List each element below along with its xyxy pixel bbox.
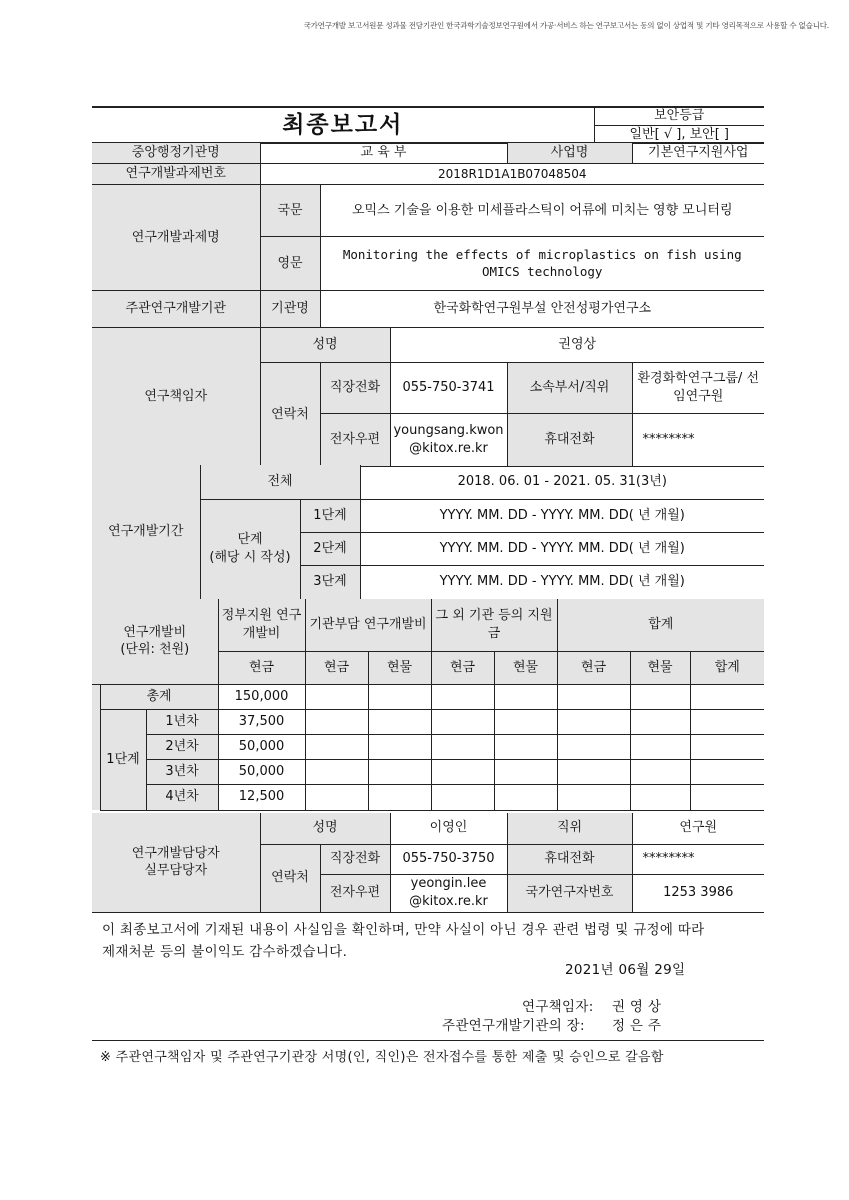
budget-cell (557, 759, 630, 784)
project-title-label: 연구개발과제명 (92, 185, 260, 291)
budget-cell (305, 759, 368, 784)
budget-cell (557, 784, 630, 810)
budget-margin (92, 684, 100, 810)
staff-contact-label: 연락처 (260, 844, 320, 912)
budget-cell (431, 759, 494, 784)
budget-cell (494, 684, 557, 709)
project-no-label: 연구개발과제번호 (92, 164, 260, 185)
stage-1-label: 1단계 (300, 499, 360, 532)
budget-cell (305, 684, 368, 709)
staff-email-label: 전자우편 (320, 874, 390, 912)
budget-col-inst: 기관부담 연구개발비 (305, 599, 431, 651)
budget-cell (690, 784, 764, 810)
budget-cell (368, 784, 431, 810)
budget-cell (690, 709, 764, 734)
pi-name-value: 권영상 (390, 328, 764, 363)
year-3-value: 50,000 (218, 759, 305, 784)
stage-3-value: YYYY. MM. DD - YYYY. MM. DD( 년 개월) (360, 565, 764, 599)
program-value: 기본연구지원사업 (632, 143, 764, 164)
pi-email-label: 전자우편 (320, 414, 390, 467)
period-stage-label (200, 499, 300, 599)
title-ko-label: 국문 (260, 185, 320, 237)
budget-col-other: 그 외 기관 등의 지원금 (431, 599, 557, 651)
budget-total-value: 150,000 (218, 684, 305, 709)
pi-contact-label: 연락처 (260, 363, 320, 467)
inst-cash-header: 현금 (305, 651, 368, 684)
institution-label: 주관연구개발기관 (92, 291, 260, 328)
budget-cell (630, 784, 690, 810)
staff-email-value: yeongin.lee @kitox.re.kr (390, 874, 507, 912)
title-en-value: Monitoring the effects of microplastics on fish using OMICS technology (320, 237, 764, 291)
pi-mobile-label: 휴대전화 (507, 414, 632, 467)
staff-researcher-no-label: 국가연구자번호 (507, 874, 632, 912)
budget-total-label: 총계 (100, 684, 218, 709)
security-grade-label: 보안등급 (594, 107, 764, 125)
usage-notice: 국가연구개발 보고서원문 성과물 전담기관인 한국과학기술정보연구원에서 가공·서비스 하는 연구보고서는 동의 없이 상업적 및 기타 영리목적으로 사용할 수 없습니다. (303, 21, 829, 30)
budget-cell (557, 684, 630, 709)
staff-name-value: 이영인 (390, 813, 507, 844)
staff-researcher-no-value: 1253 3986 (632, 874, 764, 912)
budget-cell (431, 684, 494, 709)
pi-dept-label: 소속부서/직위 (507, 363, 632, 414)
staff-mobile-label: 휴대전화 (507, 844, 632, 874)
budget-cell (557, 709, 630, 734)
declaration-line-1: 이 최종보고서에 기재된 내용이 사실임을 확인하며, 만약 사실이 아닌 경우 관련 법령 및 규정에 따라 (102, 922, 705, 938)
budget-cell (305, 784, 368, 810)
project-no-value: 2018R1D1A1B07048504 (260, 164, 764, 185)
stage-label-text: 단계 (237, 532, 263, 548)
budget-cell (494, 734, 557, 759)
report-title: 최종보고서 (92, 107, 594, 144)
budget-cell (690, 734, 764, 759)
pi-mobile-value: ******** (632, 414, 764, 467)
stage-note-text: (해당 시 작성) (209, 550, 291, 565)
stage-1-value: YYYY. MM. DD - YYYY. MM. DD( 년 개월) (360, 499, 764, 532)
security-grade-value: 일반[ √ ], 보안[ ] (594, 125, 764, 144)
budget-cell (431, 709, 494, 734)
staff-position-value: 연구원 (632, 813, 764, 844)
staff-office-phone-label: 직장전화 (320, 844, 390, 874)
budget-cell (368, 684, 431, 709)
staff-label (92, 813, 260, 912)
pi-name-label: 성명 (260, 328, 390, 363)
budget-col-sum: 합계 (557, 599, 764, 651)
staff-position-label: 직위 (507, 813, 632, 844)
budget-cell (431, 784, 494, 810)
pi-dept-value: 환경화학연구그룹/ 선임연구원 (632, 363, 764, 414)
budget-cell (630, 709, 690, 734)
institution-name-label: 기관명 (260, 291, 320, 328)
budget-cell (431, 734, 494, 759)
budget-stage-label: 1단계 (100, 709, 146, 810)
budget-cell (368, 759, 431, 784)
program-label: 사업명 (507, 143, 632, 164)
budget-cell (557, 734, 630, 759)
declaration-line-2: 제재처분 등의 불이익도 감수하겠습니다. (102, 944, 348, 960)
staff-mobile-value: ******** (632, 844, 764, 874)
budget-cell (494, 709, 557, 734)
pi-office-phone-label: 직장전화 (320, 363, 390, 414)
year-1-label: 1년차 (146, 709, 218, 734)
head-sign-name: 정 은 주 (612, 1018, 662, 1034)
budget-cell (690, 684, 764, 709)
agency-value: 교 육 부 (260, 143, 507, 164)
project-info-table (92, 142, 764, 467)
budget-cell (305, 734, 368, 759)
sum-cash-header: 현금 (557, 651, 630, 684)
budget-cell (630, 759, 690, 784)
title-en-label: 영문 (260, 237, 320, 291)
header-table (92, 107, 764, 144)
budget-label (92, 599, 218, 684)
year-2-label: 2년차 (146, 734, 218, 759)
staff-table (92, 813, 764, 913)
year-4-label: 4년차 (146, 784, 218, 810)
pi-email-value: youngsang.kwon @kitox.re.kr (390, 414, 507, 467)
period-label: 연구개발기간 (92, 465, 200, 599)
institution-name-value: 한국화학연구원부설 안전성평가연구소 (320, 291, 764, 328)
staff-name-label: 성명 (260, 813, 390, 844)
footnote-divider (92, 1040, 764, 1041)
other-kind-header: 현물 (494, 651, 557, 684)
budget-cell (368, 734, 431, 759)
year-1-value: 37,500 (218, 709, 305, 734)
budget-table (92, 599, 764, 811)
budget-cell (630, 734, 690, 759)
budget-cell (690, 759, 764, 784)
stage-2-value: YYYY. MM. DD - YYYY. MM. DD( 년 개월) (360, 532, 764, 565)
period-total-value: 2018. 06. 01 - 2021. 05. 31(3년) (360, 465, 764, 499)
other-cash-header: 현금 (431, 651, 494, 684)
budget-col-gov: 정부지원 연구개발비 (218, 599, 305, 651)
inst-kind-header: 현물 (368, 651, 431, 684)
budget-cell (630, 684, 690, 709)
period-table (92, 465, 764, 600)
stage-2-label: 2단계 (300, 532, 360, 565)
staff-label-2: 실무담당자 (144, 863, 208, 879)
budget-cell (368, 709, 431, 734)
pi-sign-name: 권 영 상 (612, 999, 662, 1015)
budget-cell (494, 784, 557, 810)
pi-office-phone-value: 055-750-3741 (390, 363, 507, 414)
staff-label-1: 연구개발담당자 (131, 845, 220, 861)
pi-label: 연구책임자 (92, 328, 260, 467)
budget-unit-text: (단위: 천원) (120, 642, 190, 658)
staff-office-phone-value: 055-750-3750 (390, 844, 507, 874)
period-total-label: 전체 (200, 465, 360, 499)
budget-cell (494, 759, 557, 784)
stage-3-label: 3단계 (300, 565, 360, 599)
year-4-value: 12,500 (218, 784, 305, 810)
agency-label: 중앙행정기관명 (92, 143, 260, 164)
sum-total-header: 합계 (690, 651, 764, 684)
sum-kind-header: 현물 (630, 651, 690, 684)
head-sign-label: 주관연구개발기관의 장: (442, 1018, 585, 1034)
title-ko-value: 오믹스 기술을 이용한 미세플라스틱이 어류에 미치는 영향 모니터링 (320, 185, 764, 237)
year-2-value: 50,000 (218, 734, 305, 759)
pi-sign-label: 연구책임자: (522, 999, 594, 1015)
year-3-label: 3년차 (146, 759, 218, 784)
footnote: ※ 주관연구책임자 및 주관연구기관장 서명(인, 직인)은 전자접수를 통한 제출 및 승인으로 갈음함 (100, 1050, 664, 1065)
declaration-date: 2021년 06월 29일 (565, 962, 686, 978)
budget-label-text: 연구개발비 (123, 624, 187, 640)
gov-cash-header: 현금 (218, 651, 305, 684)
budget-cell (305, 709, 368, 734)
